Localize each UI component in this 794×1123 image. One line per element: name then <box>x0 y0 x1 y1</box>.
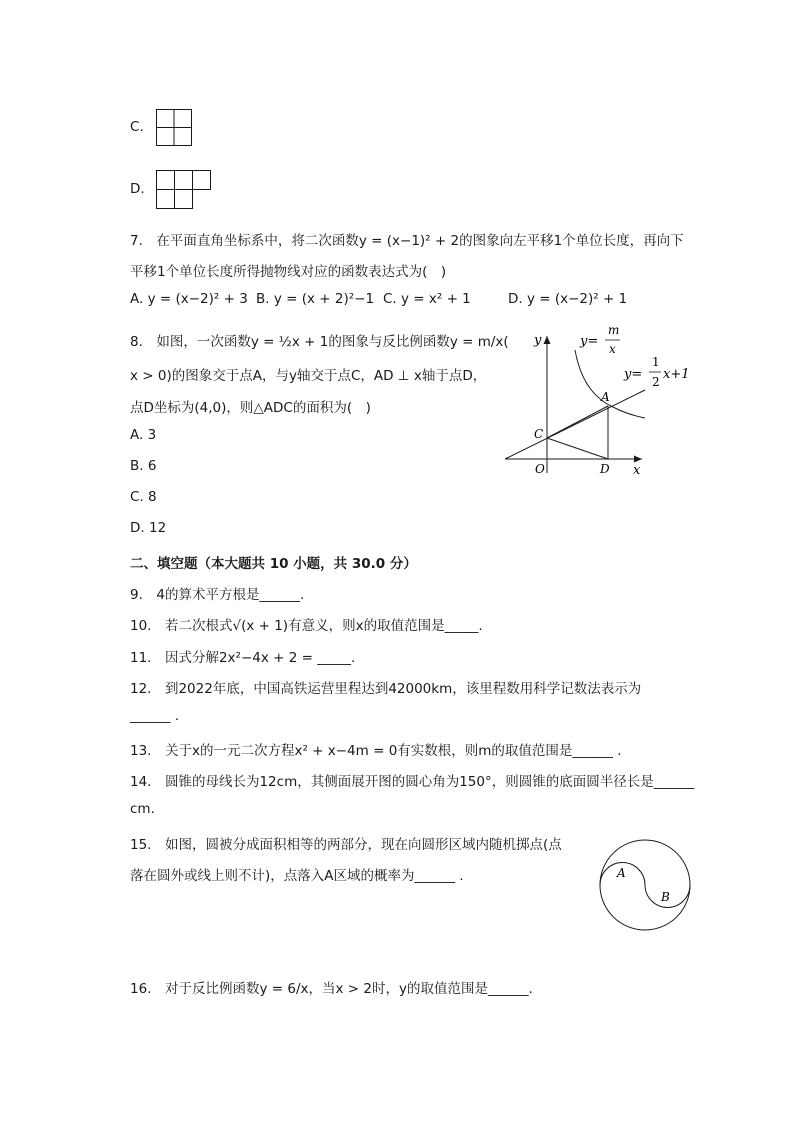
line-label-num: 1 <box>652 355 660 369</box>
q7-stem-line1: 7. 在平面直角坐标系中，将二次函数y = (x−1)² + 2的图象向左平移1个单位长度，再向下 <box>130 233 684 249</box>
q9-text: 9. 4的算术平方根是______. <box>130 587 305 603</box>
q8-option-b: B. 6 <box>130 458 157 474</box>
q16-text: 16. 对于反比例函数y = 6/x，当x > 2时，y的取值范围是______. <box>130 981 533 997</box>
curve-label-num: m <box>608 323 620 337</box>
q10-text: 10. 若二次根式√(x + 1)有意义，则x的取值范围是_____. <box>130 618 483 634</box>
q6-option-d-label: D. <box>130 181 145 197</box>
line-label-den: 2 <box>652 375 660 389</box>
q14-line2: cm. <box>130 801 155 817</box>
q13-text: 13. 关于x的一元二次方程x² + x−4m = 0有实数根，则m的取值范围是______ . <box>130 743 622 759</box>
q8-stem-line1: 8. 如图，一次函数y = ½x + 1的图象与反比例函数y = m/x( <box>130 334 509 350</box>
curve-label-den: x <box>609 342 616 356</box>
label-c: C <box>534 427 544 441</box>
q11-text: 11. 因式分解2x²−4x + 2 = _____. <box>130 650 356 666</box>
q7-option-b: B. y = (x + 2)²−1 <box>256 291 375 307</box>
label-o: O <box>535 462 545 476</box>
region-b-label: B <box>661 890 670 904</box>
q7-stem-line2: 平移1个单位长度所得抛物线对应的函数表达式为( ) <box>130 264 447 280</box>
q8-option-c: C. 8 <box>130 489 157 505</box>
q15-line1: 15. 如图，圆被分成面积相等的两部分，现在向圆形区域内随机掷点(点 <box>130 837 562 853</box>
q6-option-c-label: C. <box>130 119 144 135</box>
linear-function-line <box>505 390 645 459</box>
q7-option-a: A. y = (x−2)² + 3 <box>130 291 248 307</box>
q8-function-graph <box>500 318 700 480</box>
label-d: D <box>600 462 610 476</box>
q8-stem-line2: x > 0)的图象交于点A，与y轴交于点C，AD ⊥ x轴于点D， <box>130 368 487 384</box>
label-a: A <box>601 390 610 404</box>
section2-heading: 二、填空题（本大题共 10 小题，共 30.0 分） <box>130 556 417 572</box>
q8-option-d: D. 12 <box>130 520 167 536</box>
dividing-curve <box>600 863 690 908</box>
x-axis-arrow <box>634 456 642 463</box>
q8-option-a: A. 3 <box>130 427 157 443</box>
label-y: y <box>534 333 542 348</box>
q15-circle-figure <box>597 837 693 937</box>
q12-line1: 12. 到2022年底，中国高铁运营里程达到42000km，该里程数用科学记数法表示为 <box>130 681 642 697</box>
q14-line1: 14. 圆锥的母线长为12cm，其侧面展开图的圆心角为150°，则圆锥的底面圆半径长是______ <box>130 774 695 790</box>
line-label-lhs: y= <box>624 367 643 382</box>
label-x: x <box>633 463 641 476</box>
q7-option-c: C. y = x² + 1 <box>383 291 471 307</box>
q15-line2: 落在圆外或线上则不计)，点落入A区域的概率为______ . <box>130 868 464 884</box>
segment-cd <box>547 438 608 459</box>
line-label-rhs: x+1 <box>663 367 690 382</box>
q7-option-d: D. y = (x−2)² + 1 <box>508 291 628 307</box>
y-axis-arrow <box>544 336 551 344</box>
q12-line2: ______ . <box>130 708 180 724</box>
q8-stem-line3: 点D坐标为(4,0)，则△ADC的面积为( ) <box>130 400 371 416</box>
q6-option-c-figure <box>156 109 192 147</box>
segment-ca <box>547 406 608 438</box>
q6-option-d-figure <box>156 170 212 210</box>
region-a-label: A <box>617 866 626 880</box>
curve-label-lhs: y= <box>580 334 599 349</box>
